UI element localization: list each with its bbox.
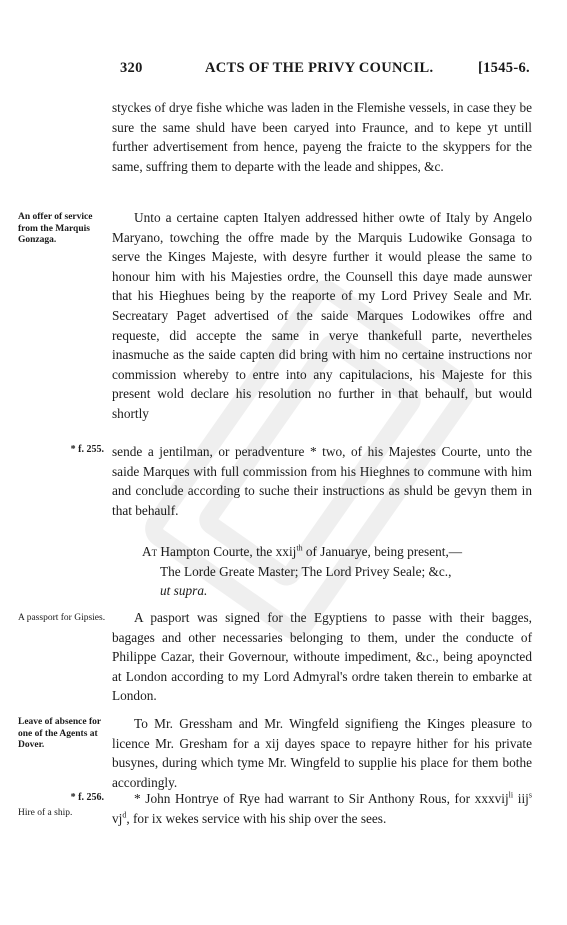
- meeting-heading-line2: The Lorde Greate Master; The Lord Privey Seale; &c.,: [160, 563, 452, 579]
- header-year: [1545-6.: [478, 60, 530, 76]
- paragraph-gipsies-passport: [112, 608, 532, 706]
- folio-ref-256: * f. 256.: [70, 792, 104, 803]
- paragraph-gresham-leave: [112, 714, 532, 792]
- margin-note-agents: Leave of absence for one of the Agents at Dover.: [18, 717, 101, 750]
- running-header: [0, 60, 567, 84]
- paragraph-ship-hire: [112, 789, 532, 828]
- paragraph-gonzaga-continued: [112, 442, 532, 520]
- paragraph-text: A pasport was signed for the Egyptiens to passe with their bagges, bagages and other necessaries belonging to them, under the conducte of Philippe Cazar, their Governour, withoute impediment, &c., being apoyncted at London according to my Lord Admyral's ordre taken therein to embarke at London.: [112, 610, 532, 704]
- margin-note-gonzaga: An offer of service from the Marquis Gonzaga.: [18, 212, 93, 245]
- meeting-heading-line1: At Hampton Courte, the xxij$^{th}$ of Januarye, being present,—: [142, 543, 463, 559]
- page-number: 320: [120, 60, 143, 76]
- paragraph-text: styckes of drye fishe whiche was laden in the Flemishe vessels, in case they be sure the same shuld have been caryed into Fraunce, and to kepe yt untill further advertisement from hence, payeng the fraicte to the skyppers for the same, suffring them to departe with the leade and shippes, &c.: [112, 100, 532, 174]
- paragraph-text: sende a jentilman, or peradventure * two, of his Majestes Courte, unto the saide Marques with full commission from his Hieghnes to commune with him and conclude according to suche their instructions as shuld be gevyn them in that behaulf.: [112, 444, 532, 518]
- meeting-heading: [142, 542, 532, 601]
- paragraph-gonzaga-offer: [112, 208, 532, 424]
- folio-ref-255: * f. 255.: [70, 444, 104, 455]
- meeting-heading-line3: ut supra.: [160, 583, 208, 599]
- margin-note-hire: Hire of a ship.: [18, 808, 73, 818]
- running-title: ACTS OF THE PRIVY COUNCIL.: [205, 60, 434, 76]
- paragraph-flemish-fish: [112, 98, 532, 176]
- paragraph-text: * John Hontrye of Rye had warrant to Sir Anthony Rous, for xxxvij$^{li}$ iij$^s$ $vj^d$, for ix wekes service with his ship over the sees.: [112, 790, 532, 826]
- paragraph-text: Unto a certaine capten Italyen addressed hither owte of Italy by Angelo Maryano, towching the offre made by the Marquis Ludowike Gonsaga to serve the Kinges Majeste, with desyre further it would please the same to honour him with his Majesties ordre, the Counsell this daye made aunswer that his Hieghues being by the reaporte of my Lord Privey Seale and Mr. Secreatary Paget advertised of the saide Marques Lodowikes offre and requeste, did accepte the same in verye thankefull parte, nevertheles inasmuche as the saide capten did bring with him no certaine instructions nor commission whereby to entre into any capitulacions, his Majeste for this present wold declare his resolution no further in that behaulf, but would shortly: [112, 210, 532, 421]
- paragraph-text: To Mr. Gressham and Mr. Wingfeld signifieng the Kinges pleasure to licence Mr. Gresham for a xij dayes space to repayre hither for his private busynes, during which tyme Mr. Wingfeld to supplie his place for them bothe accordingly.: [112, 716, 532, 790]
- margin-note-gipsies: A passport for Gipsies.: [18, 613, 106, 623]
